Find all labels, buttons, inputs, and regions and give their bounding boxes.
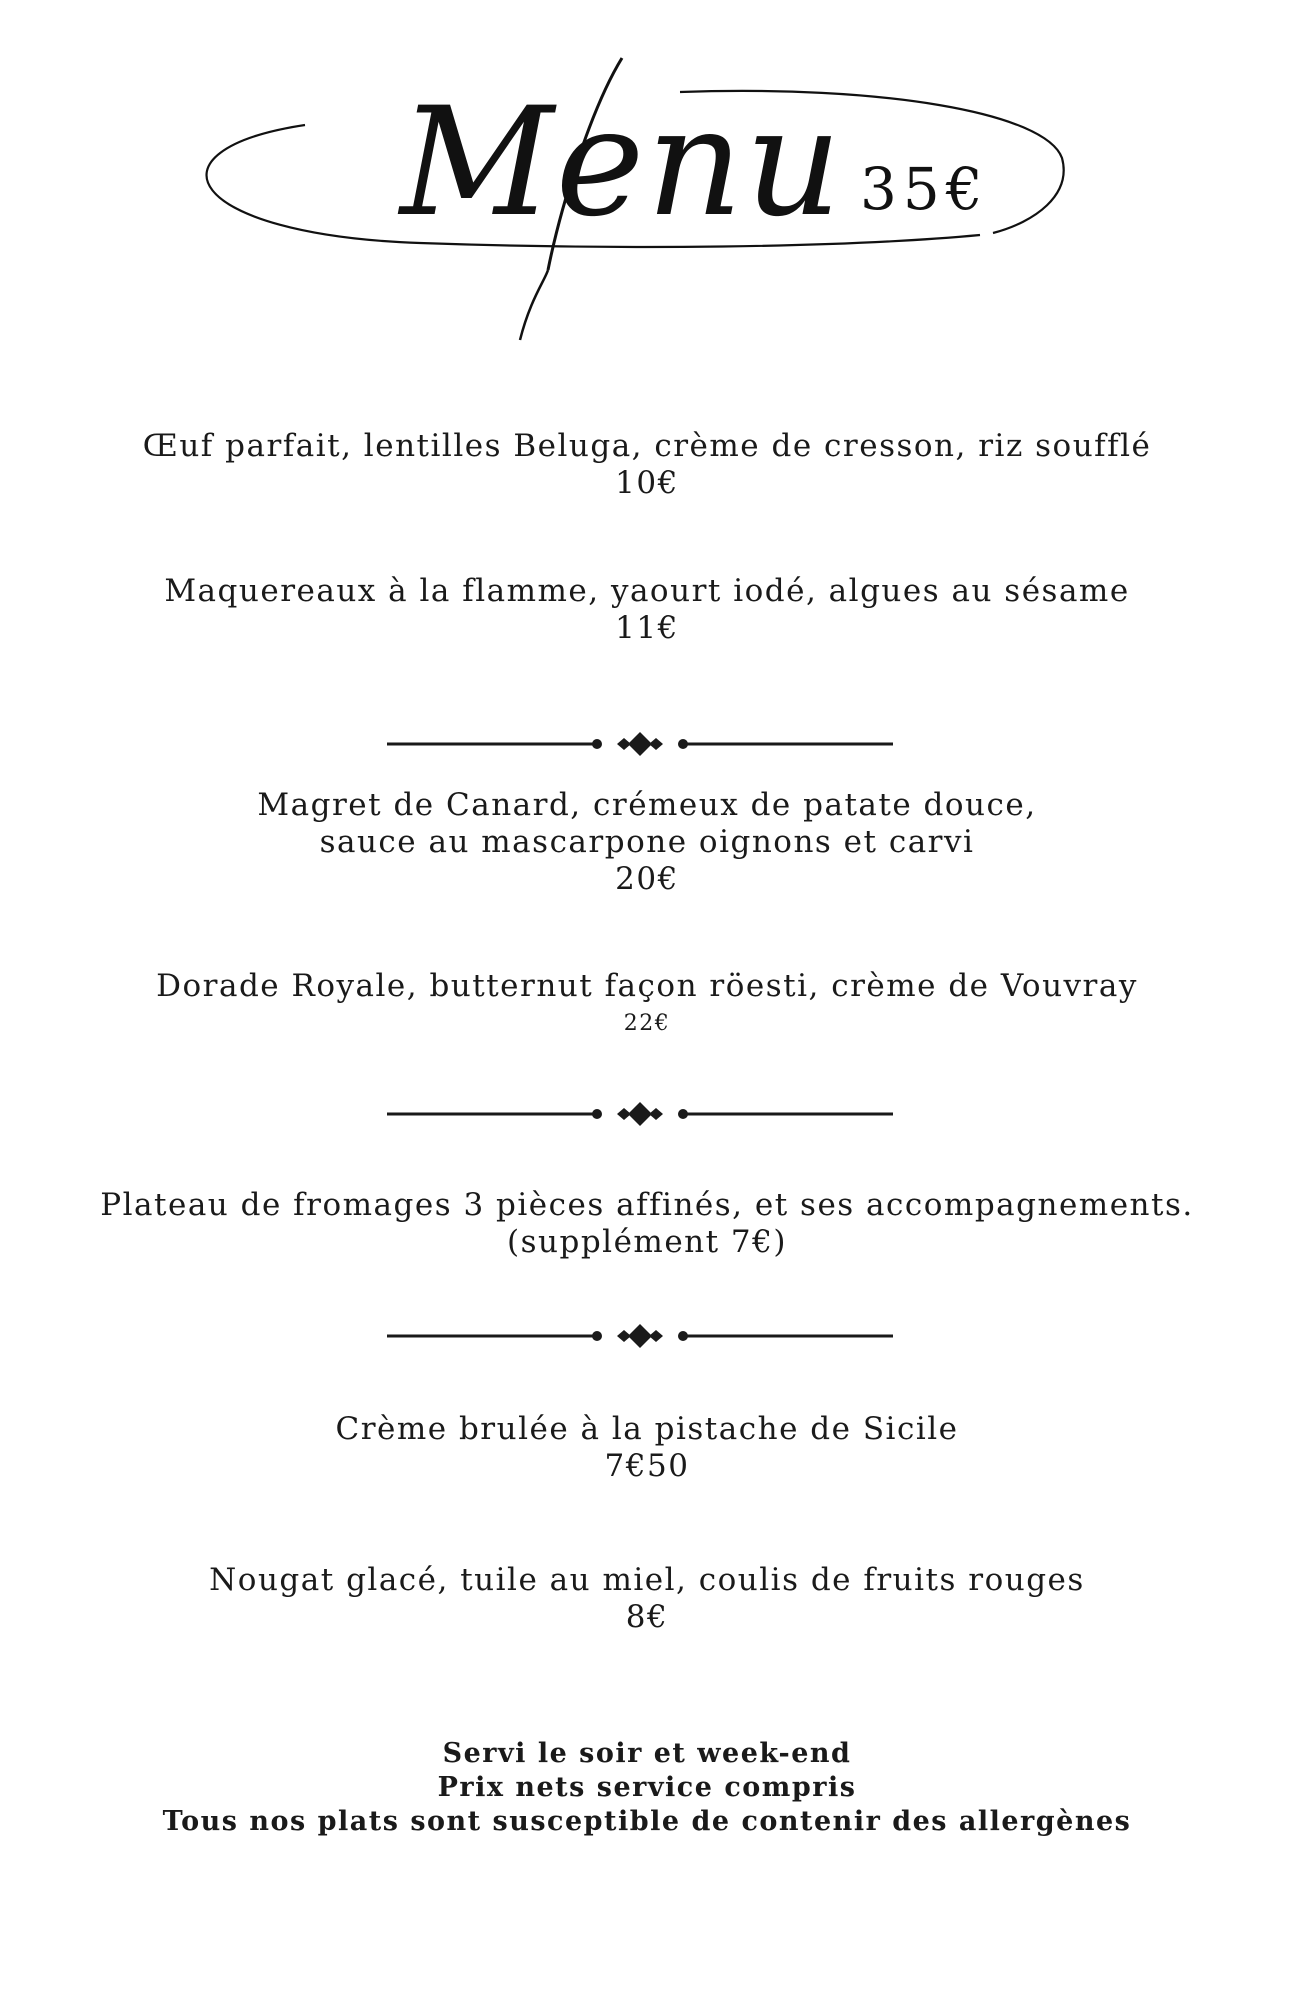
menu-item-6 [0, 1411, 1294, 1485]
dish-name: Maquereaux à la flamme, yaourt iodé, algues au sésame [164, 573, 1130, 609]
dish-price: 22€ [623, 1011, 671, 1036]
footer-allergen-note: Tous nos plats sont susceptible de contenir des allergènes [162, 1806, 1132, 1837]
dish-price: 7€50 [604, 1448, 690, 1484]
menu-item-7 [0, 1562, 1294, 1636]
ornament-divider [385, 1321, 895, 1351]
dish-price: 11€ [615, 610, 679, 646]
menu-item-5 [0, 1187, 1294, 1261]
menu-item-4 [0, 968, 1294, 1042]
dish-price: 8€ [625, 1599, 669, 1635]
menu-item-3 [0, 787, 1294, 898]
menu-footer [0, 1737, 1294, 1839]
menu-title: Menu [400, 76, 844, 250]
dish-name: Dorade Royale, butternut façon röesti, crème de Vouvray [156, 968, 1138, 1004]
ornament-divider [385, 729, 895, 759]
dish-name: Œuf parfait, lentilles Beluga, crème de cresson, riz soufflé [142, 428, 1152, 464]
footer-service-hours: Servi le soir et week-end [442, 1738, 852, 1769]
dish-price: (supplément 7€) [507, 1224, 787, 1260]
menu-header [0, 0, 1294, 360]
dish-name-line-1: Magret de Canard, crémeux de patate douce, [257, 787, 1037, 823]
dish-name: Crème brulée à la pistache de Sicile [335, 1411, 959, 1447]
dish-name: Plateau de fromages 3 pièces affinés, et ses accompagnements. [100, 1187, 1194, 1223]
menu-item-1 [0, 428, 1294, 502]
dish-price: 10€ [615, 465, 679, 501]
dish-price: 20€ [615, 861, 679, 897]
ornament-divider [385, 1099, 895, 1129]
dish-name-line-2: sauce au mascarpone oignons et carvi [319, 824, 975, 860]
menu-item-2 [0, 573, 1294, 647]
menu-fixed-price: 35€ [860, 155, 989, 223]
dish-name: Nougat glacé, tuile au miel, coulis de fruits rouges [209, 1562, 1085, 1598]
footer-price-note: Prix nets service compris [437, 1772, 857, 1803]
